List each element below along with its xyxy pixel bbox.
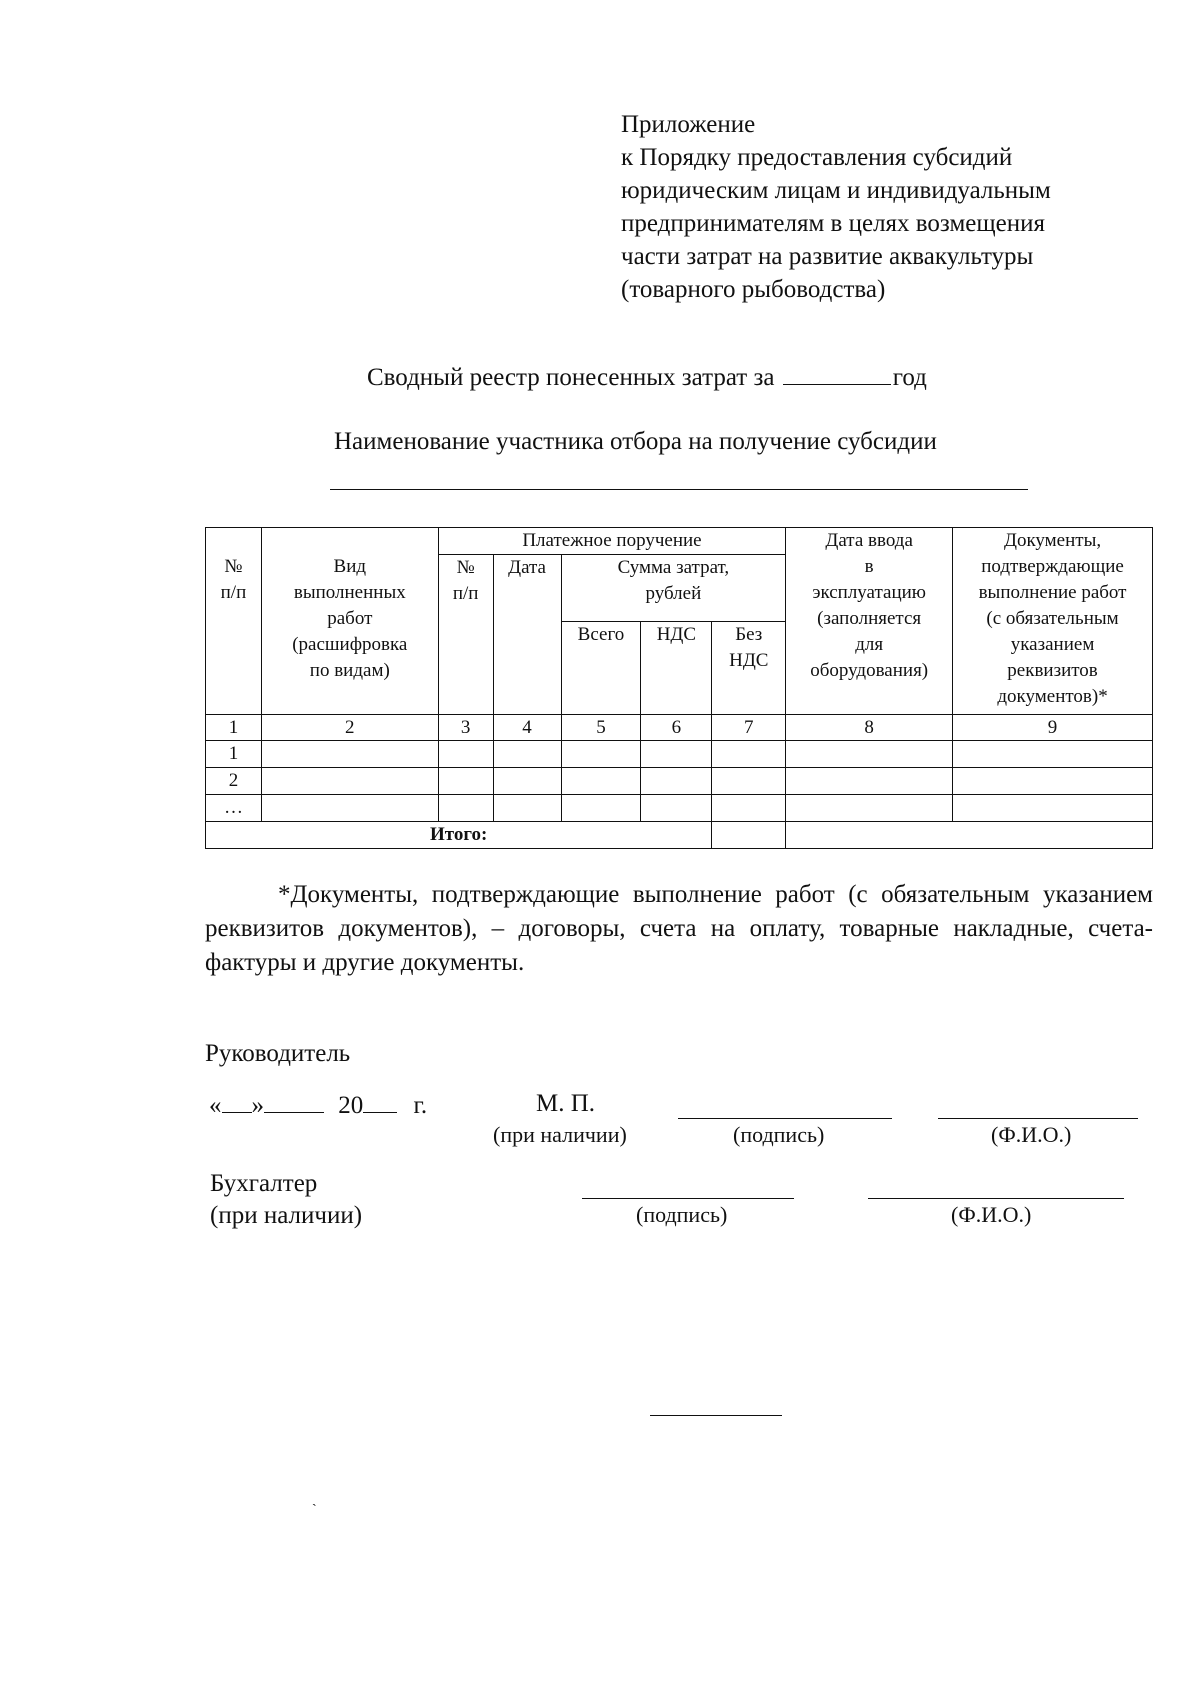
total-label: Итого: <box>206 822 712 849</box>
document-title <box>367 362 927 392</box>
participant-label: Наименование участника отбора на получение субсидии <box>334 428 937 455</box>
header-num: № п/п <box>206 528 262 715</box>
header-total: Всего <box>561 622 641 715</box>
header-commission-date: Дата ввода в эксплуатацию (заполняется для оборудования) <box>786 528 953 715</box>
date-close-quote: » <box>251 1092 264 1119</box>
appendix-line: юридическим лицам и индивидуальным <box>621 177 1051 204</box>
total-row <box>206 822 1153 849</box>
appendix-line: к Порядку предоставления субсидий <box>621 144 1013 171</box>
column-number: 2 <box>261 715 438 741</box>
accountant-name-line[interactable] <box>868 1198 1124 1199</box>
column-number: 8 <box>786 715 953 741</box>
title-text: Сводный реестр понесенных затрат за <box>367 364 775 391</box>
month-blank[interactable] <box>264 1090 324 1113</box>
row-number: … <box>206 795 262 822</box>
scan-mark: ˏ <box>312 1492 317 1507</box>
total-without-vat-cell[interactable] <box>712 822 786 849</box>
date-open-quote: « <box>209 1092 222 1119</box>
accountant-signature-line[interactable] <box>582 1198 794 1199</box>
column-number: 9 <box>953 715 1153 741</box>
head-name-caption: (Ф.И.О.) <box>991 1122 1072 1147</box>
head-label: Руководитель <box>205 1040 351 1067</box>
year-blank[interactable] <box>783 362 891 385</box>
table-row <box>206 795 1153 822</box>
costs-register-table <box>205 527 1153 849</box>
accountant-label: Бухгалтер <box>210 1170 318 1197</box>
header-documents: Документы, подтверждающие выполнение работ (с обязательным указанием реквизитов документов)* <box>953 528 1153 715</box>
head-signature-line[interactable] <box>678 1118 892 1119</box>
closing-separator <box>650 1415 782 1416</box>
accountant-name-caption: (Ф.И.О.) <box>951 1202 1032 1227</box>
head-signature-caption: (подпись) <box>733 1122 825 1147</box>
appendix-line: Приложение <box>621 111 756 138</box>
participant-name-blank[interactable] <box>330 489 1028 490</box>
day-blank[interactable] <box>222 1090 252 1113</box>
stamp-note: (при наличии) <box>493 1122 627 1147</box>
year-suffix: г. <box>413 1092 428 1119</box>
head-name-line[interactable] <box>938 1118 1138 1119</box>
date-field[interactable] <box>209 1090 427 1120</box>
row-number: 2 <box>206 768 262 795</box>
year-blank-short[interactable] <box>363 1090 397 1113</box>
year-prefix: 20 <box>338 1092 364 1119</box>
column-number: 4 <box>493 715 561 741</box>
column-numbers-row <box>206 715 1153 741</box>
stamp-label: М. П. <box>536 1090 596 1117</box>
table-row <box>206 741 1153 768</box>
title-suffix: год <box>892 364 927 391</box>
header-payment-date: Дата <box>493 555 561 715</box>
column-number: 7 <box>712 715 786 741</box>
accountant-note: (при наличии) <box>210 1202 363 1229</box>
footnote <box>205 878 1153 980</box>
header-cost-sum: Сумма затрат, рублей <box>561 555 786 622</box>
header-vat: НДС <box>641 622 712 715</box>
header-without-vat: Без НДС <box>712 622 786 715</box>
column-number: 1 <box>206 715 262 741</box>
header-work-type: Вид выполненных работ (расшифровка по видам) <box>261 528 438 715</box>
appendix-line: части затрат на развитие аквакультуры <box>621 243 1034 270</box>
header-payment-order: Платежное поручение <box>438 528 786 555</box>
appendix-line: предпринимателям в целях возмещения <box>621 210 1045 237</box>
column-number: 3 <box>438 715 493 741</box>
appendix-header <box>621 108 1051 306</box>
appendix-line: (товарного рыбоводства) <box>621 276 886 303</box>
header-payment-num: № п/п <box>438 555 493 715</box>
total-empty-cell <box>786 822 1153 849</box>
column-number: 6 <box>641 715 712 741</box>
table-row <box>206 768 1153 795</box>
footnote-text: *Документы, подтверждающие выполнение работ (с обязательным указанием реквизитов документов), – договоры, счета на оплату, товарные накладные, счета-фактуры и другие документы. <box>205 881 1153 976</box>
column-number: 5 <box>561 715 641 741</box>
accountant-signature-caption: (подпись) <box>636 1202 728 1227</box>
row-number: 1 <box>206 741 262 768</box>
